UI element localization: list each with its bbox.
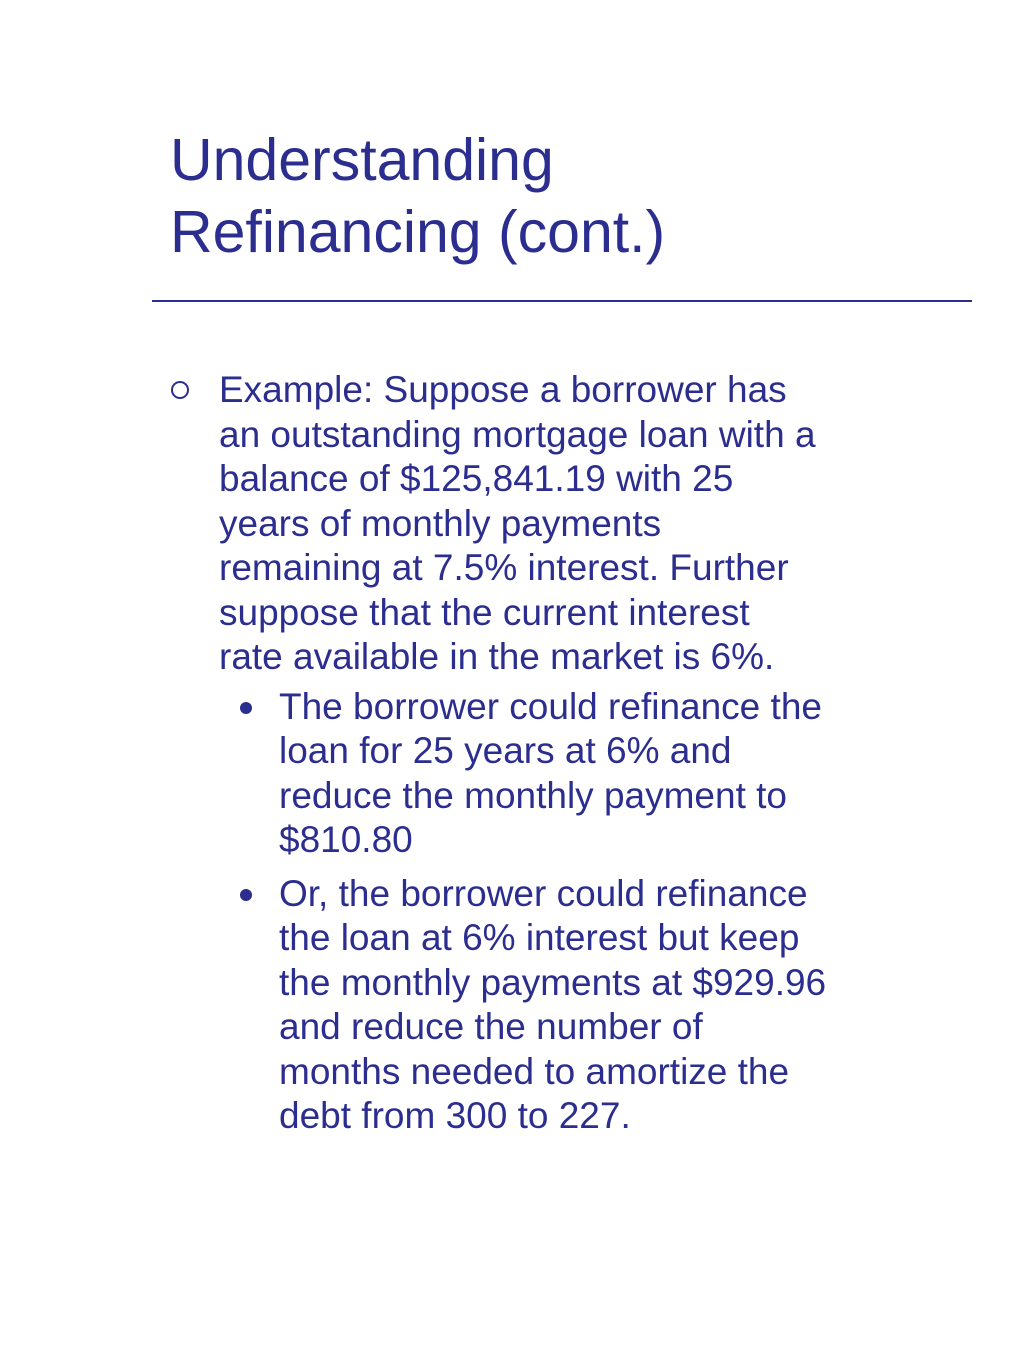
sub-bullet-2-line-5: months needed to amortize the — [279, 1050, 790, 1092]
slide-title — [170, 124, 970, 268]
sub-bullet-2-line-3: the monthly payments at $929.96 — [279, 961, 827, 1003]
bullet-list — [0, 368, 1024, 1148]
main-bullet-item — [0, 368, 1024, 1139]
sub-bullet-2-line-4: and reduce the number of — [279, 1006, 703, 1047]
slide-title-line-1: Understanding — [170, 127, 554, 193]
main-bullet-line-7: rate available in the market is 6%. — [219, 636, 775, 677]
filled-circle-bullet-icon — [240, 889, 252, 901]
sub-bullet-2-line-6: debt from 300 to 227. — [279, 1095, 631, 1136]
main-bullet-line-4: years of monthly payments — [219, 502, 662, 544]
sub-bullet-2-line-2: the loan at 6% interest but keep — [279, 917, 800, 958]
sub-bullet-list — [219, 685, 1024, 1139]
sub-bullet-1-line-4: $810.80 — [279, 819, 413, 860]
hollow-circle-bullet-icon — [171, 381, 189, 399]
sub-bullet-1-line-2: loan for 25 years at 6% and — [279, 730, 732, 771]
main-bullet-line-5: remaining at 7.5% interest. Further — [219, 547, 789, 588]
main-bullet-line-1: Example: Suppose a borrower has — [219, 369, 787, 410]
main-bullet-line-2: an outstanding mortgage loan with a — [219, 413, 816, 455]
sub-bullet-item-keep-payments — [0, 872, 1024, 1139]
main-bullet-line-3: balance of $125,841.19 with 25 — [219, 458, 734, 499]
title-divider — [152, 300, 972, 302]
main-bullet-line-6: suppose that the current interest — [219, 591, 750, 633]
sub-bullet-2-line-1: Or, the borrower could refinance — [279, 872, 808, 914]
filled-circle-bullet-icon — [240, 702, 252, 714]
sub-bullet-1-line-1: The borrower could refinance the — [279, 685, 822, 727]
sub-bullet-1-line-3: reduce the monthly payment to — [279, 774, 788, 816]
slide-title-line-2: Refinancing (cont.) — [170, 199, 666, 265]
sub-bullet-item-refinance-25-years — [0, 685, 1024, 863]
